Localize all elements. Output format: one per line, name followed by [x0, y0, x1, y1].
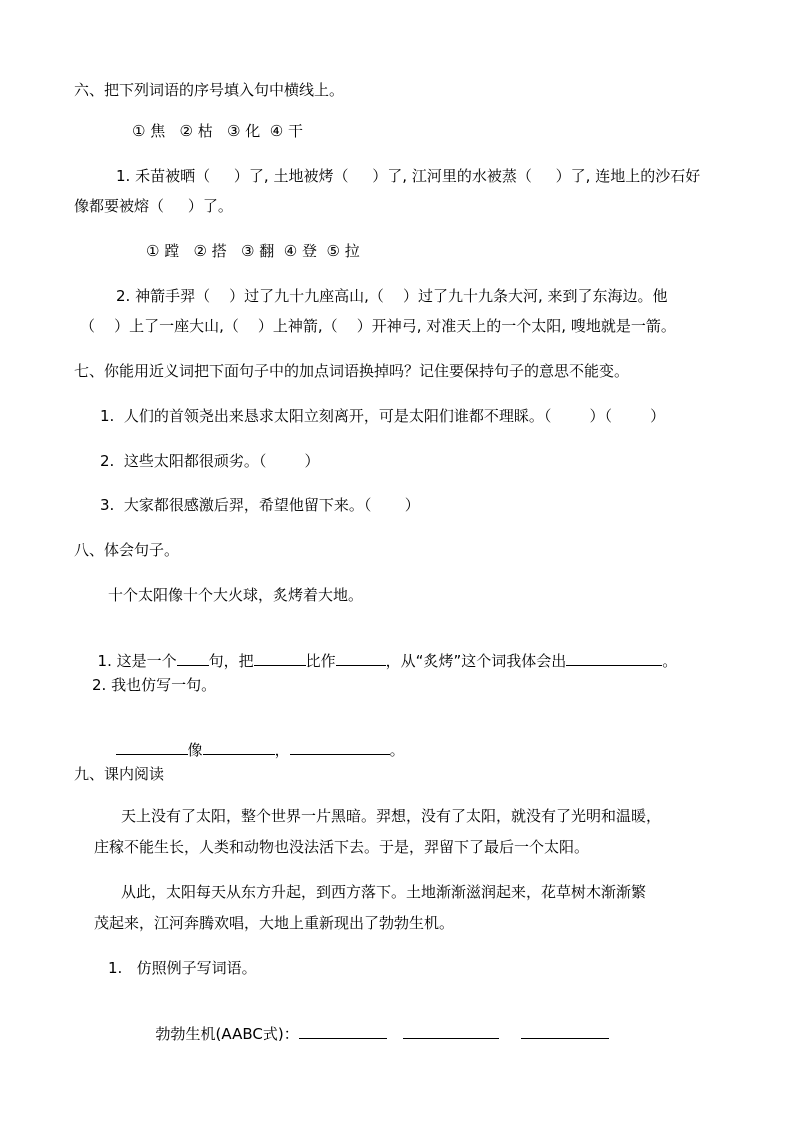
imitation-like-text: 像	[187, 741, 203, 759]
word-blank-3[interactable]	[521, 1023, 609, 1039]
section7-title: 七、你能用近义词把下面句子中的加点词语换掉吗？记住要保持句子的意思不能变。	[74, 362, 630, 380]
section8-q1-text-c: 比作	[305, 652, 336, 670]
imitation-object-blank[interactable]	[203, 739, 275, 755]
feeling-blank[interactable]	[566, 650, 662, 666]
section8-q1-text-a: 1. 这是一个	[97, 652, 177, 670]
section8-sentence: 十个太阳像十个大火球，炙烤着大地。	[108, 586, 364, 604]
section8-q1-text-d: ，从“炙烤”这个词我体会出	[385, 652, 567, 670]
word-blank-1[interactable]	[299, 1023, 387, 1039]
section8-q1-text-e: 。	[662, 652, 678, 670]
section7-q3: 3. 大家都很感激后羿，希望他留下来。（ ）	[100, 496, 420, 514]
section8-q1	[88, 630, 677, 671]
section6-q1-line1: 1. 禾苗被晒（ ）了, 土地被烤（ ）了, 江河里的水被蒸（ ）了, 连地上的沙石好	[116, 167, 701, 185]
imitation-comma: ，	[274, 741, 290, 759]
subject-blank[interactable]	[254, 650, 306, 666]
imitation-subject-blank[interactable]	[116, 739, 188, 755]
section9-example-line	[146, 1003, 609, 1044]
section9-q1: 1. 仿照例子写词语。	[108, 959, 257, 977]
imitation-period: 。	[389, 741, 405, 759]
section9-p1-line1: 天上没有了太阳，整个世界一片黑暗。羿想，没有了太阳，就没有了光明和温暖，	[121, 807, 662, 825]
section7-q2: 2. 这些太阳都很顽劣。（ ）	[100, 452, 320, 470]
section6-q2-line2: （ ）上了一座大山,（ ）上神箭,（ ）开神弓, 对准天上的一个太阳, 嗖地就是一箭。	[80, 317, 676, 335]
section9-p1-line2: 庄稼不能生长，人类和动物也没法活下去。于是，羿留下了最后一个太阳。	[94, 838, 590, 856]
section6-q2-line1: 2. 神箭手羿（ ）过了九十九座高山,（ ）过了九十九条大河, 来到了东海边。他	[116, 287, 668, 305]
section8-q2: 2. 我也仿写一句。	[92, 676, 217, 694]
section6-q1-line2: 像都要被熔（ ）了。	[74, 197, 233, 215]
section8-title: 八、体会句子。	[74, 541, 180, 559]
section6-options-2: ① 蹚 ② 搭 ③ 翻 ④ 登 ⑤ 拉	[146, 242, 360, 260]
section8-q1-text-b: 句，把	[208, 652, 254, 670]
section7-q1: 1. 人们的首领尧出来恳求太阳立刻离开，可是太阳们谁都不理睬。（ ）（ ）	[100, 407, 666, 425]
section9-example-label: 勃勃生机(AABC式)：	[155, 1025, 299, 1043]
section9-p2-line2: 茂起来，江河奔腾欢唱，大地上重新现出了勃勃生机。	[94, 914, 455, 932]
section8-imitation-line	[106, 719, 405, 760]
section9-title: 九、课内阅读	[74, 765, 165, 783]
section6-options-1: ① 焦 ② 枯 ③ 化 ④ 干	[132, 122, 304, 140]
section9-p2-line1: 从此，太阳每天从东方升起，到西方落下。土地渐渐滋润起来，花草树木渐渐繁	[121, 883, 647, 901]
compared-to-blank[interactable]	[336, 650, 386, 666]
sentence-type-blank[interactable]	[177, 650, 209, 666]
imitation-rest-blank[interactable]	[290, 739, 390, 755]
word-blank-2[interactable]	[403, 1023, 499, 1039]
section6-title: 六、把下列词语的序号填入句中横线上。	[74, 81, 345, 99]
